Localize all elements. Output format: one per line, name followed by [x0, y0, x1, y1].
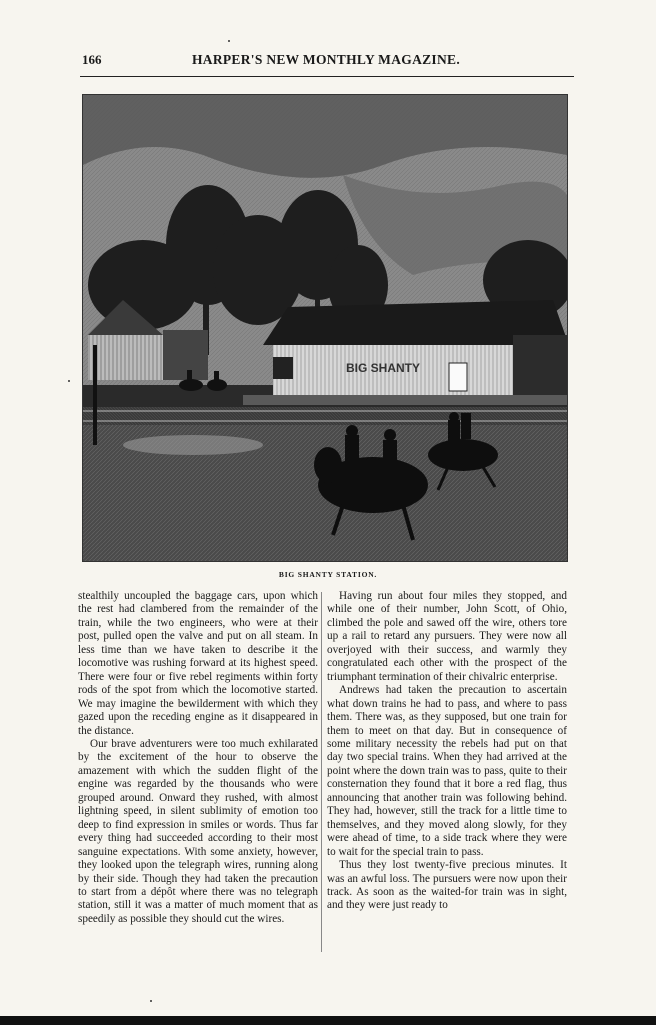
telegraph-pole: [93, 345, 97, 445]
paragraph: Our brave adventurers were too much exhilarated by the excitement of the hour to observe the amazement with which the sudden flight of the engine was regarded by the thousands who were grouped around. Onward they rushed, with almost lightning speed, in silent sublimity of emotion too deep to find expression in smiles or words. Thus far every thing had succeeded according to their most sanguine expectations. With some anxiety, however, they looked upon the telegraph wires, running along by their side. Though they had taken the precaution to start from a dépôt where there was no telegraph station, still it was a matter of much moment that as speedily as possible they should cut the wires.: [78, 737, 318, 925]
railway-track: [83, 407, 567, 425]
scan-edge: [0, 1016, 656, 1025]
paper-speck: [150, 1000, 152, 1002]
paragraph: Andrews had taken the precaution to ascertain what down trains he had to pass, and where to pass them. There was, as they supposed, but one train for them to meet on that day. But in consequence of some military necessity the rebels had put on that day two special trains. When they had arrived at the point where the down train was to pass, quite to their consternation they found that it bore a red flag, thus announcing that another train was following behind. They had, however, still the track for a little time to themselves, and they moved along slowly, for they were ahead of time, to a side track where they were to wait for the special train to pass.: [327, 684, 567, 858]
station-scene: [83, 95, 567, 561]
figure-caption: BIG SHANTY STATION.: [278, 570, 378, 579]
paragraph: stealthily uncoupled the baggage cars, upon which the rest had clambered from the remainder of the train, while the two engineers, who were at their post, pulled open the valve and put on all steam. In less time than we have taken to describe it the locomotive was rushing forward at its highest speed. There were four or five rebel regiments within forty rods of the spot from which the locomotive started. We may imagine the bewilderment with which they gazed upon the receding engine as it disappeared in the distance.: [78, 590, 318, 737]
header-rule: [80, 76, 574, 77]
column-divider: [321, 592, 322, 952]
paper-speck: [68, 380, 70, 382]
page-number: 166: [82, 52, 102, 67]
station-building: [243, 300, 567, 405]
paper-speck: [228, 40, 230, 42]
text-column-right: [327, 590, 567, 913]
page-header: [80, 52, 572, 72]
engraving-illustration: [82, 94, 568, 562]
text-column-left: [78, 590, 318, 926]
station-sign: BIG SHANTY: [345, 361, 421, 375]
running-title: HARPER'S NEW MONTHLY MAGAZINE.: [191, 52, 461, 67]
paragraph: Having run about four miles they stopped, and while one of their number, John Scott, of Ohio, climbed the pole and sawed off the wire, others tore up a rail to retard any pursuers. They were now all overjoyed with their success, and warmly they congratulated each other with the prospect of the triumphant termination of their chivalric enterprise.: [327, 590, 567, 683]
paragraph: Thus they lost twenty-five precious minutes. It was an awful loss. The pursuers were now upon their track. As soon as the waited-for train was in sight, and they were just ready to: [327, 859, 567, 912]
